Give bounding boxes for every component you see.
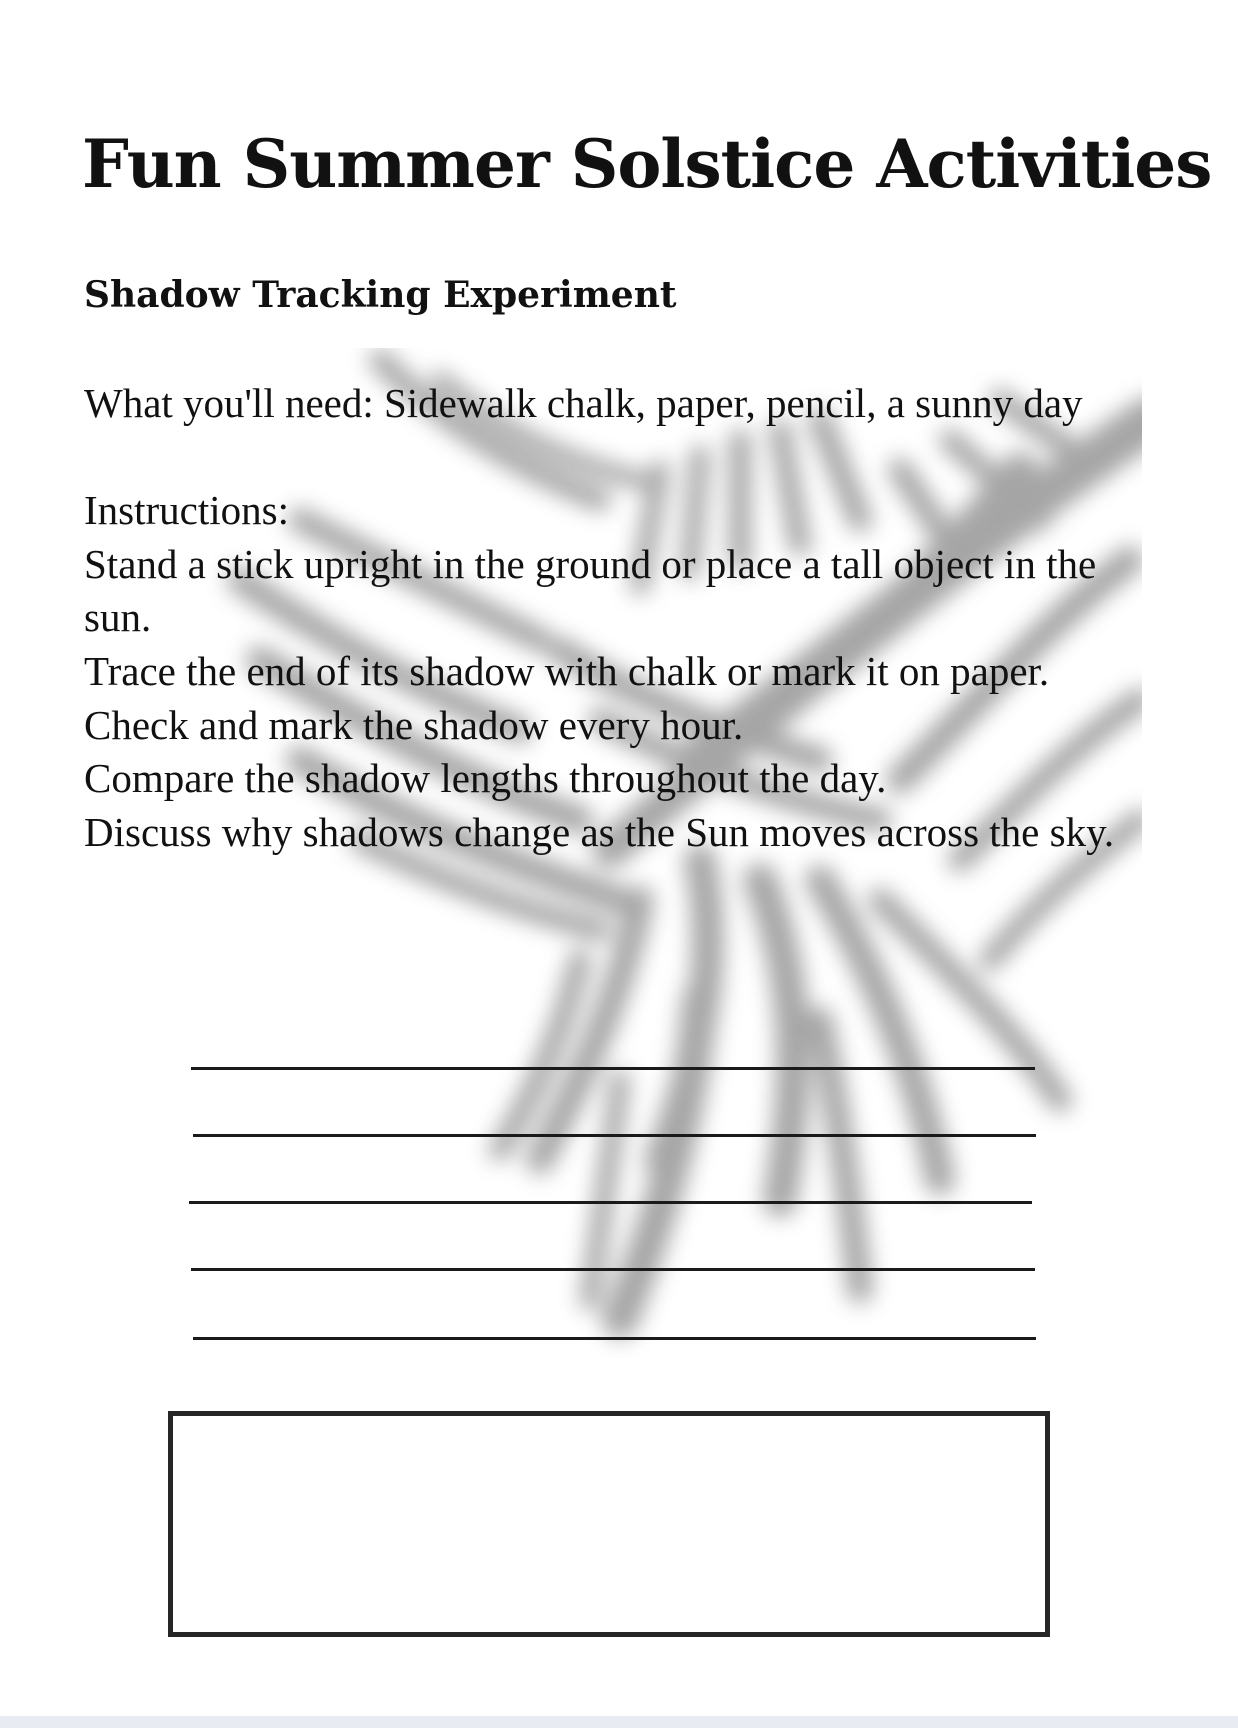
- instruction-step: Stand a stick upright in the ground or place a tall object in the sun.: [84, 540, 1097, 641]
- instruction-step: Trace the end of its shadow with chalk or mark it on paper.: [84, 647, 1050, 694]
- activity-text: [84, 377, 1144, 859]
- activity-heading: Shadow Tracking Experiment: [84, 274, 677, 316]
- instruction-step: Check and mark the shadow every hour.: [84, 701, 744, 748]
- page-title: Fun Summer Solstice Activities: [82, 125, 1212, 203]
- writing-line[interactable]: [193, 1337, 1036, 1340]
- materials-text: What you'll need: Sidewalk chalk, paper, pencil, a sunny day: [84, 380, 1083, 426]
- writing-line[interactable]: [191, 1268, 1035, 1271]
- spacer: [84, 431, 1144, 485]
- writing-line[interactable]: [191, 1067, 1035, 1070]
- instructions-heading: Instructions:: [84, 487, 289, 534]
- drawing-box[interactable]: [168, 1411, 1050, 1637]
- writing-line[interactable]: [189, 1201, 1032, 1204]
- instruction-step: Compare the shadow lengths throughout the day.: [84, 755, 887, 802]
- writing-line[interactable]: [193, 1134, 1036, 1137]
- page-bottom-edge: [0, 1716, 1238, 1728]
- instruction-step: Discuss why shadows change as the Sun moves across the sky.: [84, 808, 1115, 855]
